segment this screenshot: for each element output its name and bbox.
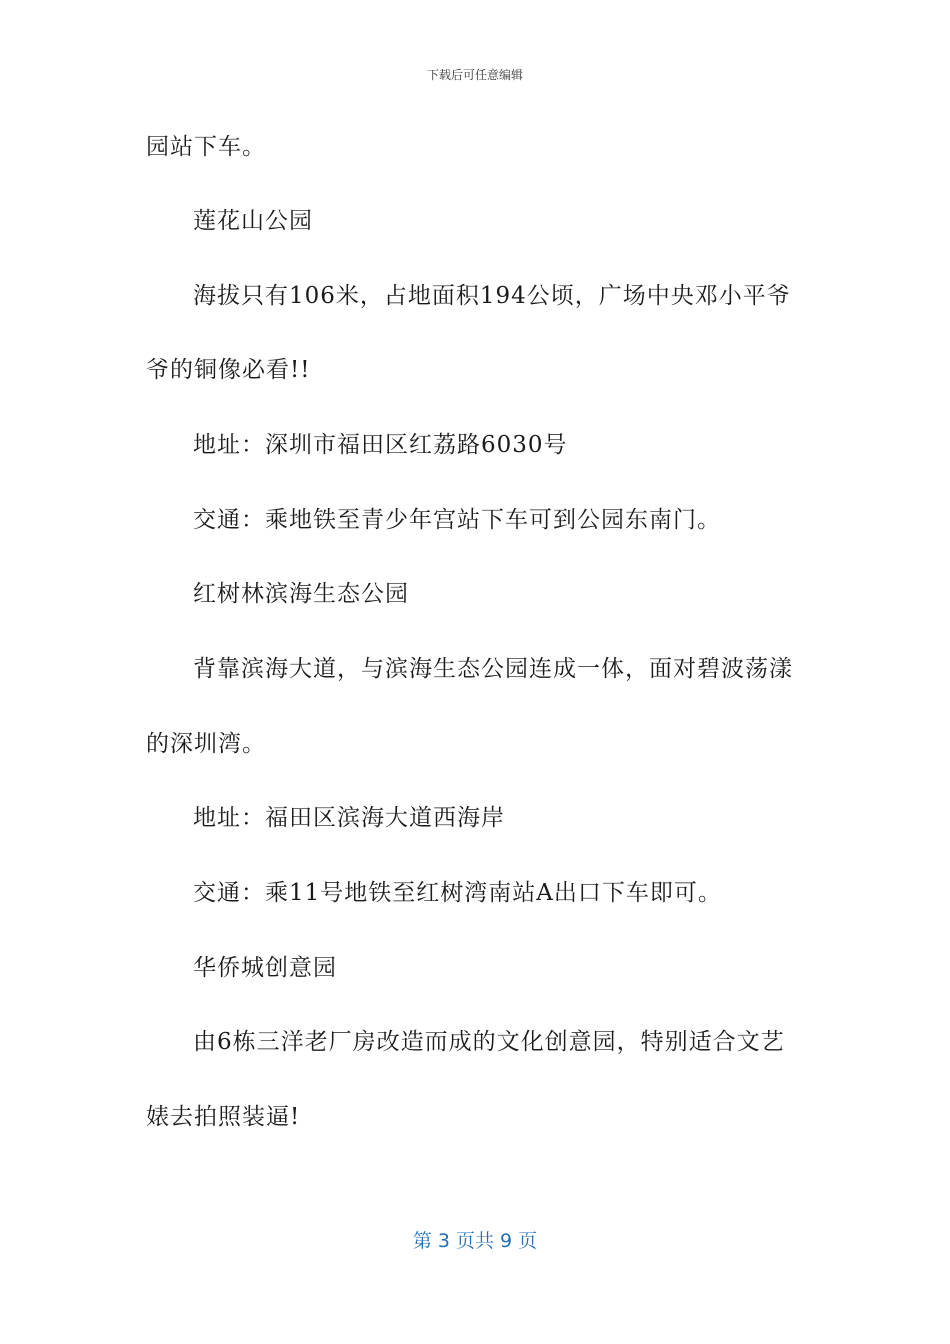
paragraph-line: 的深圳湾。 — [146, 731, 266, 757]
section-heading: 莲花山公园 — [193, 208, 313, 234]
paragraph-line: 婊去拍照装逼! — [146, 1104, 301, 1130]
paragraph-line: 海拔只有106米，占地面积194公顷，广场中央邓小平爷 — [193, 283, 791, 309]
paragraph-line: 园站下车。 — [146, 134, 266, 160]
section-heading: 华侨城创意园 — [193, 955, 337, 981]
transport-line: 交通：乘11号地铁至红树湾南站A出口下车即可。 — [193, 880, 722, 906]
address-line: 地址：福田区滨海大道西海岸 — [193, 805, 505, 831]
paragraph-line: 背靠滨海大道，与滨海生态公园连成一体，面对碧波荡漾 — [193, 656, 793, 682]
transport-line: 交通：乘地铁至青少年宫站下车可到公园东南门。 — [193, 507, 721, 533]
address-line: 地址：深圳市福田区红荔路6030号 — [193, 432, 568, 458]
section-heading: 红树林滨海生态公园 — [193, 581, 409, 607]
paragraph-line: 由6栋三洋老厂房改造而成的文化创意园，特别适合文艺 — [193, 1029, 785, 1055]
header-note: 下载后可任意编辑 — [426, 68, 523, 82]
paragraph-line: 爷的铜像必看!! — [146, 357, 311, 383]
page-number: 第 3 页共 9 页 — [412, 1230, 538, 1252]
